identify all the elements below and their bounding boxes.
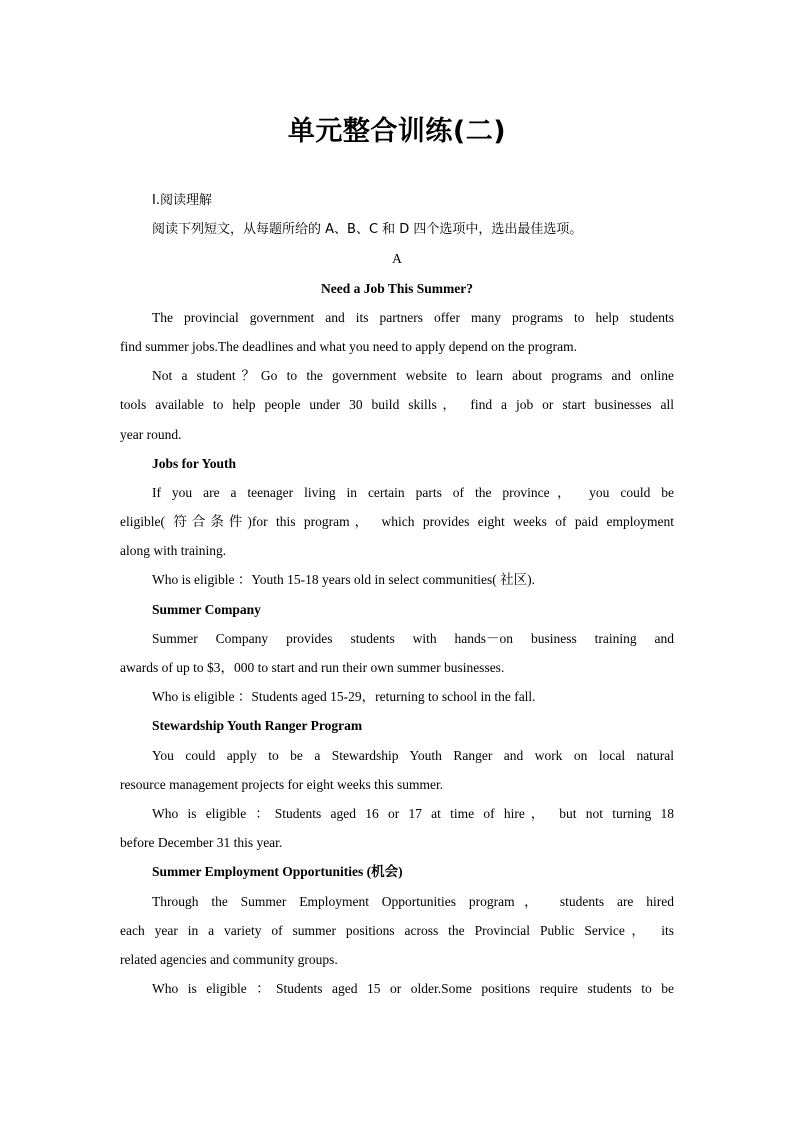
text-line: awards of up to $3，000 to start and run their own summer businesses. <box>120 660 505 675</box>
text-line: find summer jobs.The deadlines and what you need to apply depend on the program. <box>120 338 578 354</box>
text-line: each year in a variety of summer positions across the Provincial Public Service， its <box>120 922 674 938</box>
text-line: before December 31 this year. <box>120 835 283 851</box>
text-line: year round. <box>120 426 182 442</box>
subheading: Stewardship Youth Ranger Program <box>152 718 363 734</box>
section-heading: Ⅰ.阅读理解 <box>152 193 212 208</box>
text-line: resource management projects for eight weeks this summer. <box>120 776 444 792</box>
text-line: Who is eligible ：Students aged 15 or older.Some positions require students to be <box>152 981 674 997</box>
document-body <box>120 186 674 1003</box>
text-line: related agencies and community groups. <box>120 951 338 967</box>
subheading: Jobs for Youth <box>152 455 237 471</box>
passage-label: A <box>392 251 402 267</box>
text-line: You could apply to be a Stewardship Youth Ranger and work on local natural <box>152 747 674 763</box>
subheading: Summer Company <box>152 601 261 617</box>
text-line: Who is eligible ：Students aged 15-29，returning to school in the fall. <box>152 689 536 705</box>
passage-text <box>120 303 674 1004</box>
subheading: Summer Employment Opportunities (机会) <box>152 864 403 880</box>
text-line: Not a student？Go to the government website to learn about programs and online <box>152 368 674 384</box>
page-title: 单元整合训练(二) <box>287 116 507 147</box>
text-line: tools available to help people under 30 build skills， find a job or start businesses all <box>120 397 674 413</box>
instruction-text: 阅读下列短文，从每题所给的 A、B、C 和 D 四个选项中，选出最佳选项。 <box>152 222 583 238</box>
text-line: Through the Summer Employment Opportunities program， students are hired <box>152 893 674 909</box>
text-line: The provincial government and its partners offer many programs to help students <box>152 309 674 325</box>
text-line: Summer Company provides students with hands－on business training and <box>152 630 674 646</box>
text-line: If you are a teenager living in certain parts of the province， you could be <box>152 484 674 500</box>
text-line: eligible( 符合条件)for this program， which provides eight weeks of paid employment <box>120 514 674 530</box>
text-line: Who is eligible ：Youth 15-18 years old in select communities( 社区). <box>152 572 535 588</box>
text-line: Who is eligible ：Students aged 16 or 17 at time of hire， but not turning 18 <box>152 805 674 821</box>
passage-title: Need a Job This Summer? <box>320 280 473 296</box>
text-line: along with training. <box>120 543 227 559</box>
